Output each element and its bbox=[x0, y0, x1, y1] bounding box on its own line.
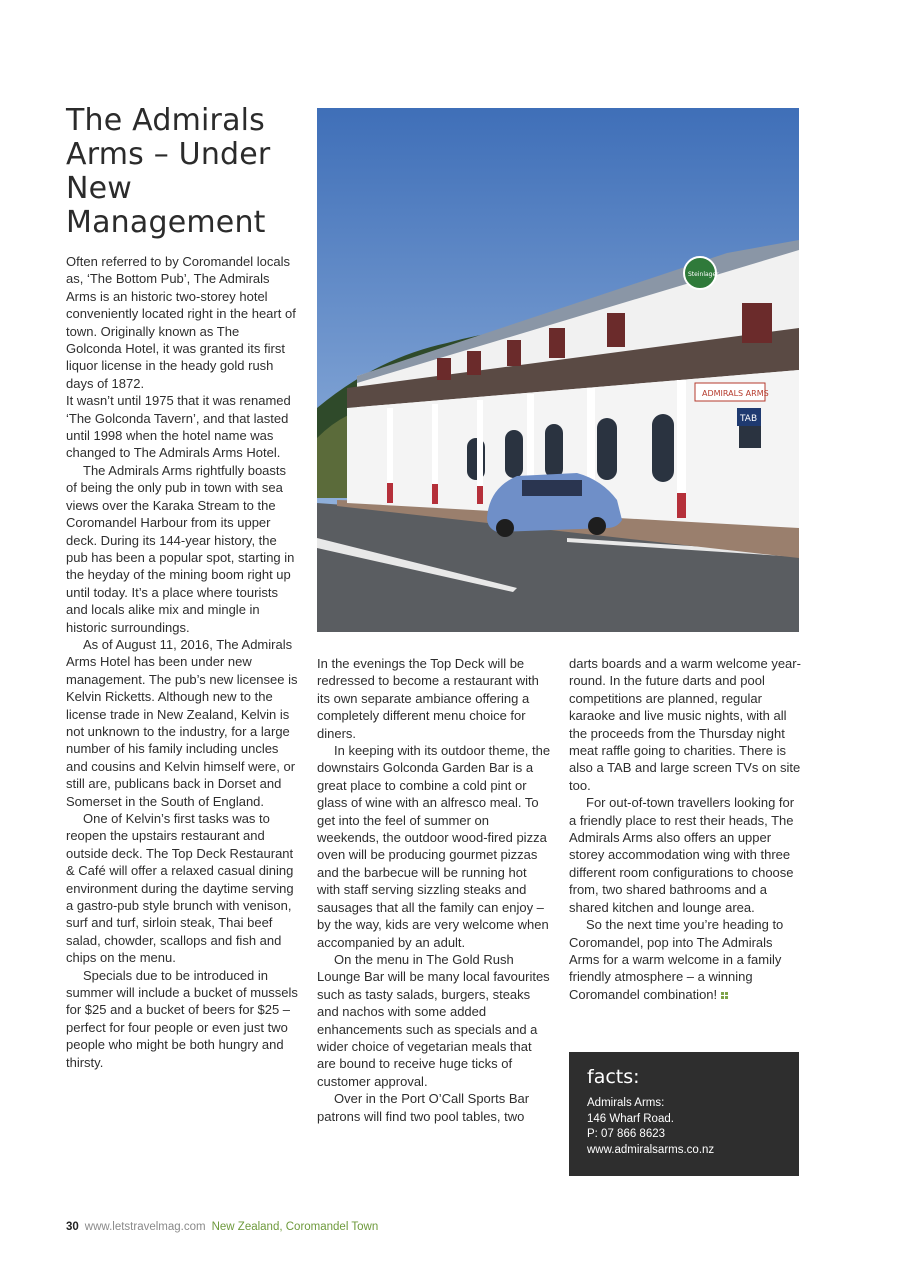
closing-paragraph-text: So the next time you’re heading to Coromandel, pop into The Admirals Arms for a warm welcome in a family friendly atmosphere – a winning Coromandel combination! bbox=[569, 917, 784, 1002]
paragraph: One of Kelvin’s first tasks was to reopen the upstairs restaurant and outside deck. The Top Deck Restaurant & Café will offer a relaxed casual dining environment during the daytime serving a gastro-pub style brunch with venison, surf and turf, sirloin steak, Thai beef salad, chowder, scallops and fish and chips on the menu. bbox=[66, 811, 294, 966]
paragraph: It wasn’t until 1975 that it was renamed ‘The Golconda Tavern’, and that lasted until 1998 when the hotel name was changed to The Admirals Arms Hotel. bbox=[66, 393, 291, 461]
tab-sign: TAB bbox=[740, 414, 758, 424]
paragraph: In the evenings the Top Deck will be redressed to become a restaurant with its own separate ambiance offering a completely different menu choice for diners. bbox=[317, 656, 539, 741]
paragraph: For out-of-town travellers looking for a friendly place to rest their heads, The Admirals Arms also offers an upper storey accommodation wing with three different room configurations to choose from, two shared bathrooms and a shared kitchen and lounge area. bbox=[569, 795, 795, 915]
page-footer bbox=[66, 1221, 378, 1233]
facts-heading: facts: bbox=[587, 1066, 640, 1088]
article-column-2 bbox=[317, 655, 551, 1125]
paragraph bbox=[569, 916, 801, 1003]
paragraph: In keeping with its outdoor theme, the downstairs Golconda Garden Bar is a great place to combine a cold pint or glass of wine with an alfresco meal. To get into the feel of summer on weekends, the outdoor wood-fired pizza oven will be producing gourmet pizzas and the barbecue will be running hot with staff serving sizzling steaks and sausages that all the family can enjoy – by the way, kids are very welcome when accompanied by an adult. bbox=[317, 743, 551, 950]
admirals-arms-sign: ADMIRALS ARMS bbox=[702, 389, 769, 398]
steinlager-sign: Steinlager bbox=[688, 271, 719, 278]
paragraph: Specials due to be introduced in summer will include a bucket of mussels for $25 and a bucket of beers for $25 – perfect for four people or even just two people who might be both hungry and thirsty. bbox=[66, 967, 298, 1070]
article-title: The Admirals Arms – Under New Management bbox=[66, 103, 271, 240]
paragraph: Over in the Port O’Call Sports Bar patrons will find two pool tables, two bbox=[317, 1091, 530, 1124]
paragraph: darts boards and a warm welcome year-round. In the future darts and pool competitions are planned, regular karaoke and live music nights, with all the proceeds from the Thursday night meat raffle going to charities. There is also a TAB and large screen TVs on site too. bbox=[569, 656, 801, 793]
article-column-3 bbox=[569, 655, 801, 1003]
paragraph: Often referred to by Coromandel locals as, ‘The Bottom Pub’, The Admirals Arms is an historic two-storey hotel conveniently located right in the heart of town. Originally known as The Golconda Hotel, it was granted its first liquor license in the heady gold rush days of 1872. bbox=[66, 254, 296, 391]
facts-website[interactable]: www.admiralsarms.co.nz bbox=[587, 1143, 715, 1156]
end-mark-icon bbox=[721, 992, 728, 999]
paragraph: As of August 11, 2016, The Admirals Arms Hotel has been under new management. The pub’s new licensee is Kelvin Ricketts. Although new to the license trade in New Zealand, Kelvin is not unknown to the industry, for a large number of his family including uncles and cousins and Kelvin himself were, or still are, publicans back in Dorset and Somerset in the South of England. bbox=[66, 636, 298, 809]
facts-name: Admirals Arms: bbox=[587, 1097, 665, 1109]
article-column-1 bbox=[66, 253, 298, 1071]
hotel-photo bbox=[317, 108, 799, 632]
page-number: 30 bbox=[66, 1221, 79, 1233]
facts-address: 146 Wharf Road. bbox=[587, 1112, 674, 1125]
facts-phone: P: 07 866 8623 bbox=[587, 1128, 666, 1140]
footer-url[interactable]: www.letstravelmag.com bbox=[84, 1221, 206, 1233]
paragraph: The Admirals Arms rightfully boasts of being the only pub in town with sea views over the Karaka Stream to the Coromandel Harbour from its upper deck. During its 144-year history, the pub has been a popular spot, starting in the heyday of the mining boom right up until today. It’s a place where tourists and locals alike mix and mingle in historic surroundings. bbox=[66, 462, 295, 635]
footer-section: New Zealand, Coromandel Town bbox=[211, 1221, 379, 1233]
facts-box bbox=[569, 1052, 799, 1176]
paragraph: On the menu in The Gold Rush Lounge Bar will be many local favourites such as tasty salads, burgers, steaks and nachos with some added enhancements such as specials and a wider choice of vegetarian meals that are bound to receive huge ticks of customer approval. bbox=[317, 951, 550, 1089]
